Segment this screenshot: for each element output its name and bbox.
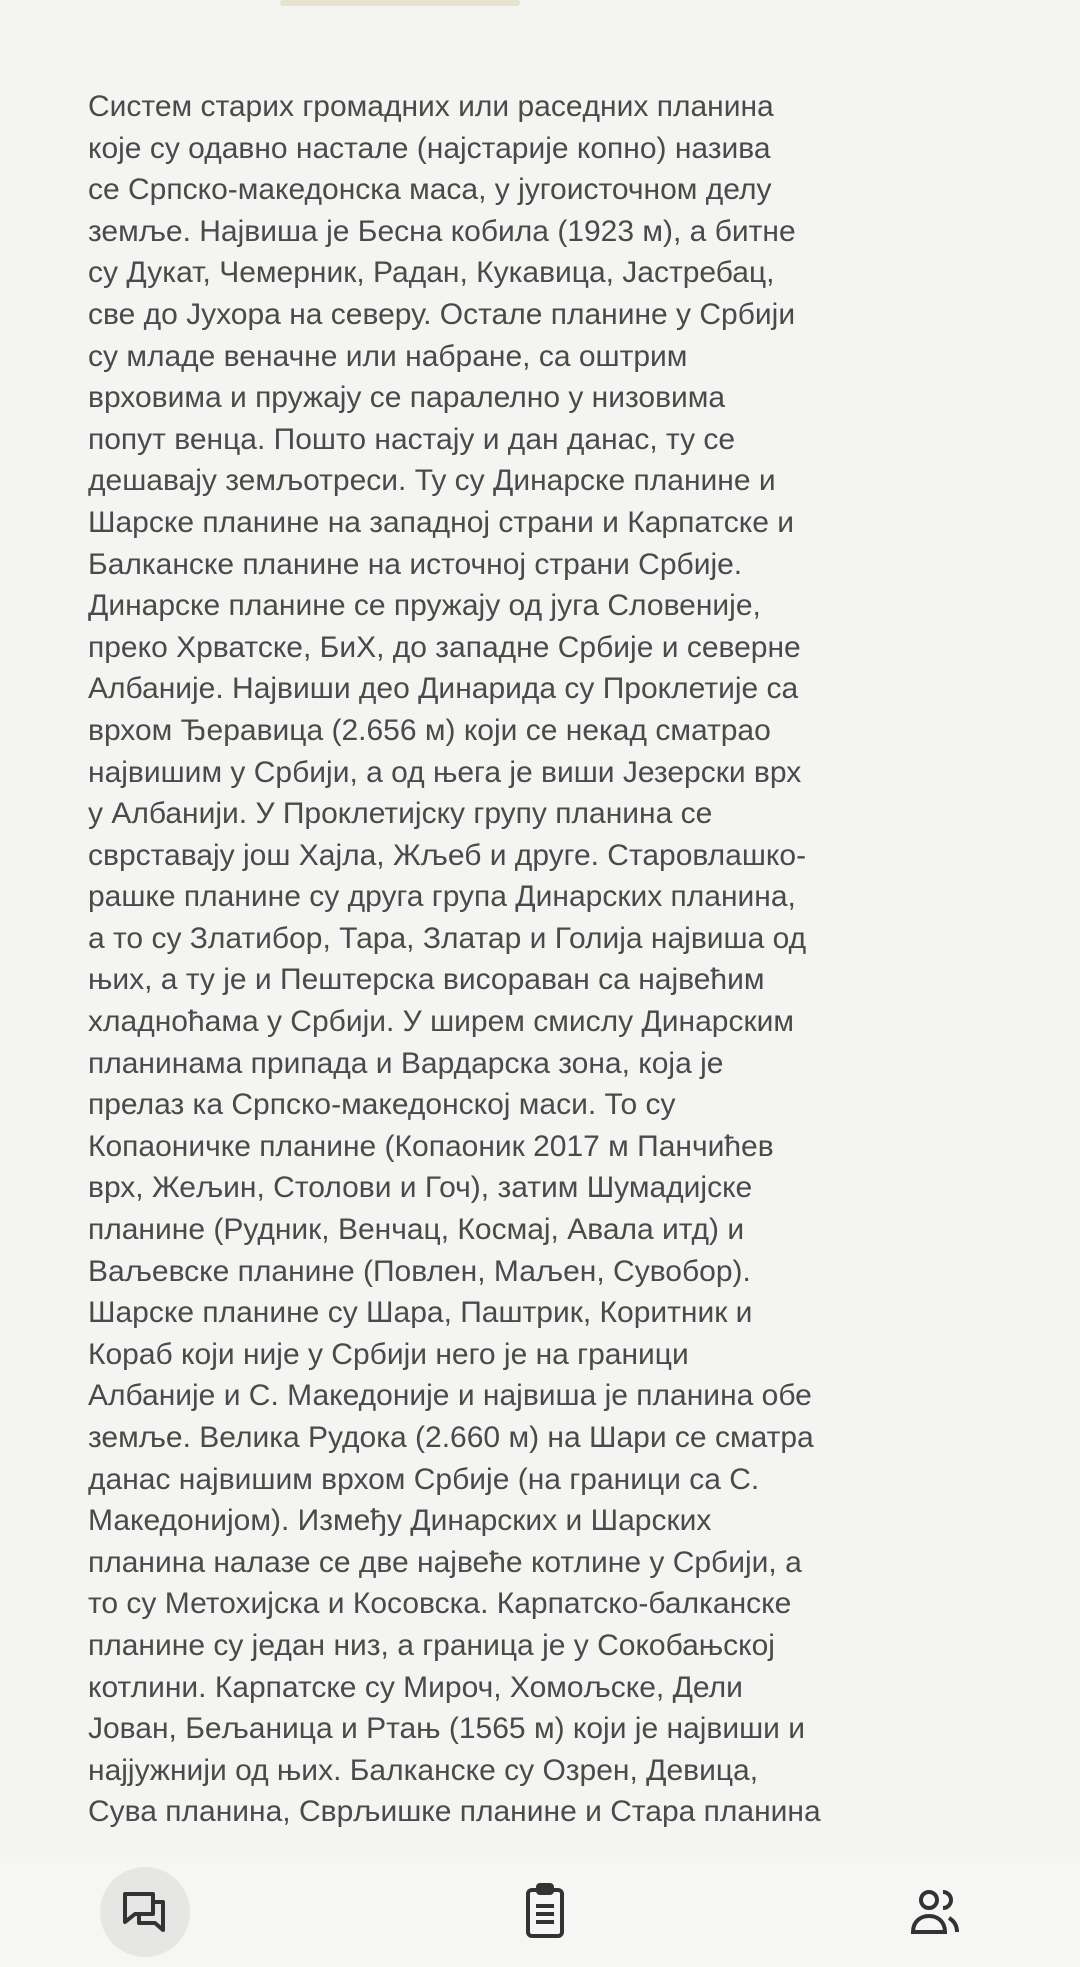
text-line: највишим у Србији, а од њега је виши Језерски врх	[88, 755, 802, 789]
clipboard-icon	[520, 1882, 570, 1942]
text-line: то су Метохијска и Косовска. Карпатско-балканске	[88, 1587, 792, 1621]
text-line: планина налазе се две највеће котлине у Србији, а	[88, 1545, 802, 1579]
text-line: данас највишим врхом Србије (на граници са С.	[88, 1462, 760, 1496]
text-line: у Албанији. У Проклетијску групу планина се	[88, 797, 713, 831]
text-line: све до Јухора на северу. Остале планине у Србији	[88, 297, 796, 331]
text-line: најјужнији од њих. Балканске су Озрен, Девица,	[88, 1753, 759, 1787]
text-line: дешавају земљотреси. Ту су Динарске планине и	[88, 464, 776, 498]
article-text	[88, 86, 1048, 1833]
text-line: су Дукат, Чемерник, Радан, Кукавица, Јастребац,	[88, 256, 775, 290]
text-line: Ваљевске планине (Повлен, Маљен, Сувобор).	[88, 1254, 751, 1288]
text-line: прелаз ка Српско-македонској маси. То су	[88, 1088, 676, 1122]
text-line: рашке планине су друга група Динарских планина,	[88, 880, 796, 914]
text-line: Македонијом). Између Динарских и Шарских	[88, 1504, 712, 1538]
text-line: Шарске планине на западној страни и Карпатске и	[88, 505, 795, 539]
text-line: које су одавно настале (најстарије копно) назива	[88, 131, 771, 165]
nav-clipboard-button[interactable]	[500, 1867, 590, 1957]
people-icon	[907, 1884, 963, 1940]
text-line: Сува планина, Сврљишке планине и Стара планина	[88, 1795, 821, 1829]
nav-chat-button[interactable]	[100, 1867, 190, 1957]
text-line: су младе веначне или набране, са оштрим	[88, 339, 688, 373]
text-line: Кораб који није у Србији него је на граници	[88, 1337, 689, 1371]
text-line: земље. Велика Рудока (2.660 м) на Шари се сматра	[88, 1421, 814, 1454]
text-line: Албаније. Највиши део Динарида су Проклетије са	[88, 672, 799, 706]
text-line: се Српско-македонска маса, у југоисточном делу	[88, 173, 772, 207]
top-edge	[280, 0, 520, 6]
chat-icon	[117, 1884, 173, 1940]
text-line: Албаније и С. Македоније и највиша је планина обе	[88, 1379, 812, 1413]
text-line: врх, Жељин, Столови и Гоч), затим Шумадијске	[88, 1171, 753, 1205]
text-line: Шарске планине су Шара, Паштрик, Коритник и	[88, 1296, 753, 1330]
text-line: Јован, Бељаница и Ртањ (1565 м) који је највиши и	[88, 1712, 806, 1746]
text-line: планине (Рудник, Венчац, Космај, Авала итд) и	[88, 1213, 745, 1247]
text-line: преко Хрватске, БиХ, до западне Србије и северне	[88, 630, 801, 664]
text-line: Балканске планине на источној страни Србије.	[88, 547, 743, 581]
text-line: планине су један низ, а граница је у Сокобањској	[88, 1628, 775, 1662]
text-line: земље. Највиша је Бесна кобила (1923 м), а битне	[88, 214, 796, 248]
text-line: планинама припада и Вардарска зона, која је	[88, 1046, 724, 1080]
text-line: хладноћама у Србији. У ширем смислу Динарским	[88, 1005, 794, 1039]
text-line: Копаоничке планине (Копаоник 2017 м Панчићев	[88, 1129, 774, 1163]
bottom-navigation	[0, 1857, 1080, 1967]
text-line: врхом Ђеравица (2.656 м) који се некад сматрао	[88, 713, 771, 747]
nav-people-button[interactable]	[890, 1867, 980, 1957]
text-line: котлини. Карпатске су Мироч, Хомољске, Дели	[88, 1670, 743, 1704]
text-line: сврставају још Хајла, Жљеб и друге. Старовлашко-	[88, 838, 807, 872]
text-line: врховима и пружају се паралелно у низовима	[88, 381, 726, 415]
text-line: а то су Златибор, Тара, Златар и Голија највиша од	[88, 921, 807, 955]
text-line: попут венца. Пошто настају и дан данас, ту се	[88, 422, 736, 456]
text-line: Систем старих громадних или расeдних планина	[88, 90, 774, 123]
text-line: њих, а ту је и Пештерска висораван са највећим	[88, 963, 765, 997]
text-line: Динарске планине се пружају од југа Словеније,	[88, 589, 761, 623]
